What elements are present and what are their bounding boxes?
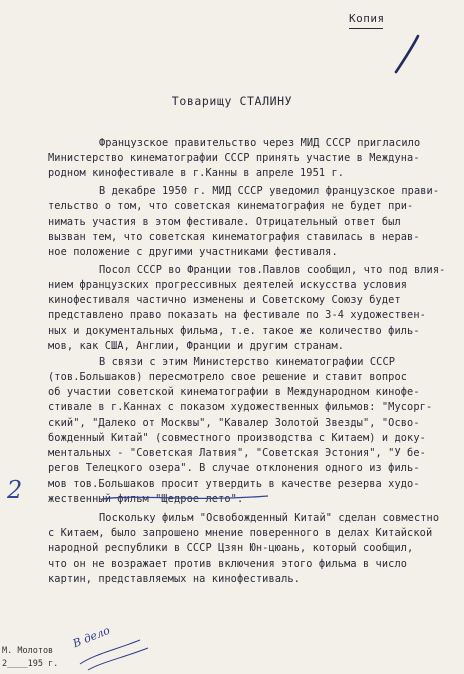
letter-line: народной республики в СССР Цзян Юн-цюань, который сообщил,	[48, 542, 414, 554]
letter-line: божденный Китай" (совместного производства с Китаем) и доку-	[48, 432, 426, 444]
registry-stamp	[0, 642, 64, 674]
copy-mark: Копия	[349, 12, 385, 25]
letter-line: Министерство кинематографии СССР принять участие в Междуна-	[48, 152, 420, 164]
margin-note: 2	[7, 476, 23, 504]
letter-line: жественный фильм "Щедрое лето".	[48, 493, 244, 505]
letter-line: картин, представляемых на кинофестиваль.	[48, 573, 300, 585]
stamp-line-2: 2____195 г.	[2, 659, 59, 669]
letter-line: В связи с этим Министерство кинематографии СССР	[99, 356, 396, 368]
letter-line: ский", "Далеко от Москвы", "Кавалер Золотой Звезды", "Осво-	[48, 417, 420, 429]
letter-line: мов, как США, Англии, Франции и другим странам.	[48, 340, 345, 352]
letter-line: нимать участия в этом фестивале. Отрицательный ответ был	[48, 216, 401, 228]
letter-line: Посол СССР во Франции тов.Павлов сообщил, что под влия-	[99, 264, 446, 276]
letter-line: мов тов.Большаков просит утвердить в качестве резерва худо-	[48, 478, 420, 490]
letter-line: нием французских прогрессивных деятелей искусства условия	[48, 279, 408, 291]
copy-underline	[349, 28, 383, 29]
letter-line: В декабре 1950 г. МИД СССР уведомил французское прави-	[99, 185, 440, 197]
letter-line: ментальных - "Советская Латвия", "Советская Эстония", "У бе-	[48, 447, 426, 459]
letter-line: (тов.Большаков) пересмотрело свое решение и ставит вопрос	[48, 371, 408, 383]
addressee: Товарищу СТАЛИНУ	[171, 94, 293, 108]
letter-line: ных и документальных фильма, т.е. такое же количество филь-	[48, 325, 420, 337]
pen-stroke-mark	[392, 34, 422, 76]
letter-line: вызван тем, что советская кинематография ставилась в нерав-	[48, 231, 420, 243]
letter-line: ное положение с другими участниками фестиваля.	[48, 246, 338, 258]
letter-line: с Китаем, было запрошено мнение поверенного в делах Китайской	[48, 527, 433, 539]
letter-line: Французское правительство через МИД СССР пригласило	[99, 137, 421, 149]
letter-line: представлено право показать на фестивале по 3-4 художествен-	[48, 309, 426, 321]
svg-text:В дело: В дело	[70, 623, 112, 651]
letter-line: об участии советской кинематографии в Международном кинофе-	[48, 386, 420, 398]
letter-line: стивале в г.Каннах с показом художественных фильмов: "Мусорг-	[48, 401, 433, 413]
letter-line: кинофестиваля частично изменены и Советскому Союзу будет	[48, 294, 401, 306]
letter-line: тельство о том, что советская кинематография не будет при-	[48, 200, 414, 212]
handwritten-annotation	[70, 604, 154, 674]
letter-line: Поскольку фильм "Освобожденный Китай" сделан совместно	[99, 512, 440, 524]
stamp-line-1: М. Молотов	[2, 646, 54, 656]
letter-line: регов Телецкого озера". В случае отклонения одного из филь-	[48, 462, 420, 474]
letter-line: родном кинофестивале в г.Канны в апреле 1951 г.	[48, 167, 345, 179]
letter-line: что он не возражает против включения этого фильма в число	[48, 558, 408, 570]
